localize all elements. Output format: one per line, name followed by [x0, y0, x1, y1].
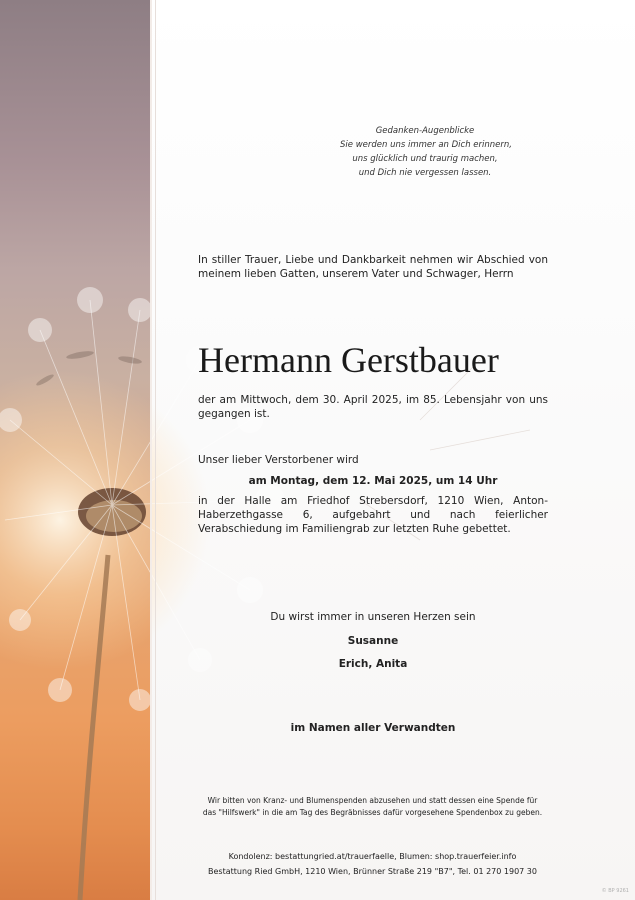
donation-line: das "Hilfswerk" in die am Tag des Begräbnisses dafür vorgesehene Spendenbox zu geben.: [202, 808, 543, 817]
quote-line: Sie werden uns immer an Dich erinnern,: [340, 140, 512, 150]
condolence-line: Kondolenz: bestattungried.at/trauerfaelle, Blumen: shop.trauerfeier.info: [228, 852, 517, 861]
design-code: © BP 9261: [601, 888, 629, 894]
deceased-name: Hermann Gerstbauer: [198, 340, 499, 380]
death-notice: der am Mittwoch, dem 30. April 2025, im 85. Lebensjahr von uns gegangen ist.: [198, 394, 548, 420]
quote-line: Gedanken-Augenblicke: [375, 126, 475, 136]
donation-line: Wir bitten von Kranz- und Blumenspenden abzusehen und statt dessen eine Spende für: [207, 796, 538, 805]
funeral-intro: Unser lieber Verstorbener wird: [198, 454, 359, 466]
quote-line: und Dich nie vergessen lassen.: [358, 168, 492, 178]
donation-notice: [190, 795, 555, 819]
mourner-name: Susanne: [347, 635, 399, 647]
quote-line: uns glücklich und traurig machen,: [352, 154, 498, 164]
funeral-date: am Montag, dem 12. Mai 2025, um 14 Uhr: [248, 475, 498, 487]
divider-line-thin: [155, 0, 156, 900]
closing-text: Du wirst immer in unseren Herzen sein: [270, 611, 476, 623]
relatives-text: im Namen aller Verwandten: [290, 722, 456, 734]
footer: [190, 849, 555, 879]
intro-text: In stiller Trauer, Liebe und Dankbarkeit nehmen wir Abschied von meinem lieben Gatten, unserem Vater und Schwager, Herrn: [198, 254, 548, 280]
mourner-name: Erich, Anita: [338, 658, 408, 670]
company-line: Bestattung Ried GmbH, 1210 Wien, Brünner Straße 219 "B7", Tel. 01 270 1907 30: [208, 867, 537, 876]
funeral-details: in der Halle am Friedhof Strebersdorf, 1210 Wien, Anton-Haberzethgasse 6, aufgebahrt und nach feierlicher Verabschiedung im Familiengrab zur letzten Ruhe gebettet.: [198, 495, 548, 535]
quote-block: [340, 124, 510, 180]
divider-line: [150, 0, 152, 900]
